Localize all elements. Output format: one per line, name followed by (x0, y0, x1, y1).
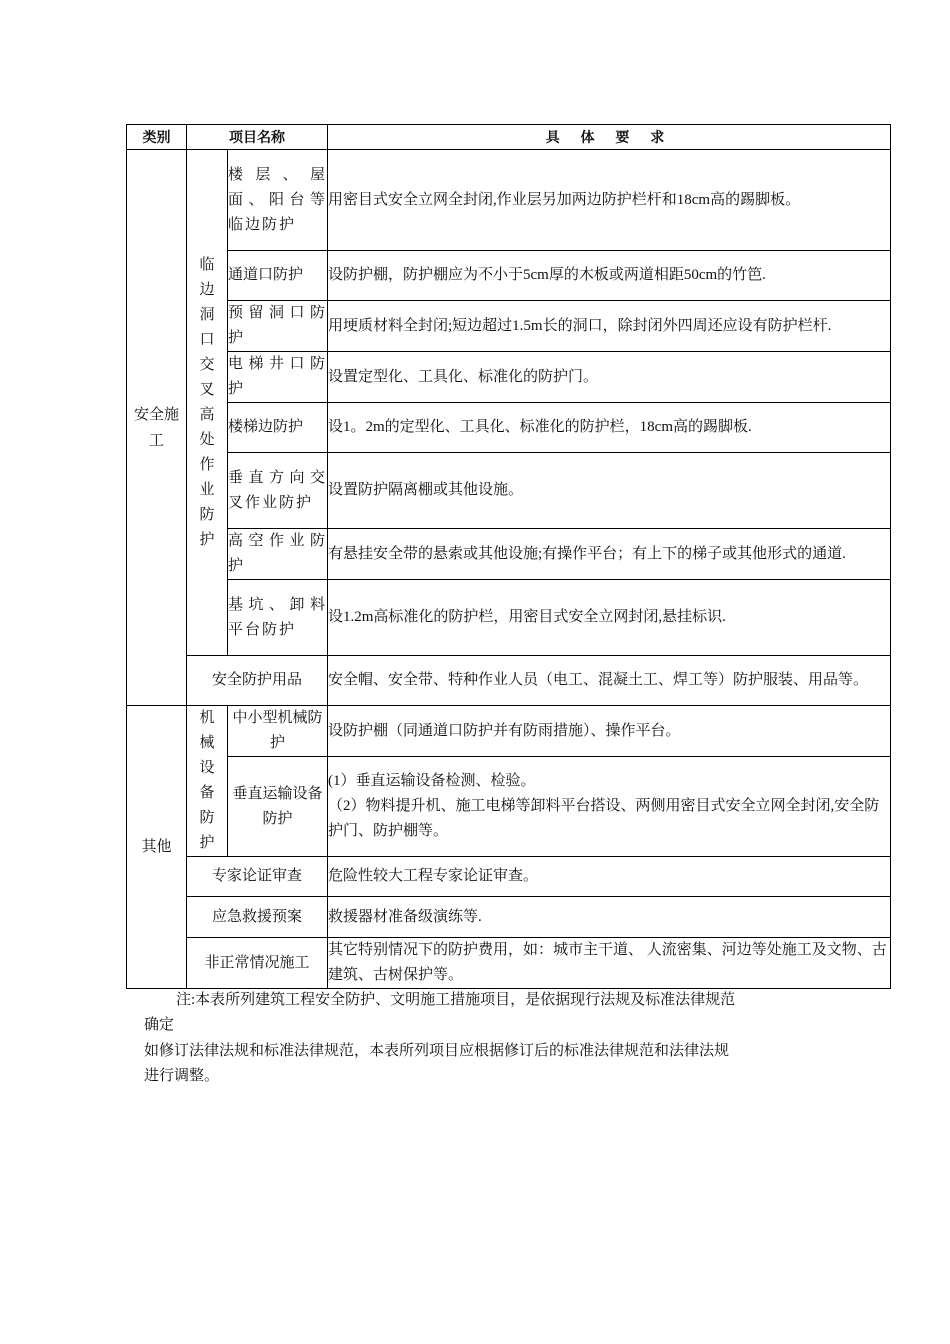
requirement-text: 设防护棚（同通道口防护并有防雨措施）、操作平台。 (328, 706, 891, 757)
table-row (127, 453, 891, 529)
header-requirement: 具 体 要 求 (328, 125, 891, 150)
item-name: 高空作业防护 (228, 529, 328, 580)
requirement-text: 其它特别情况下的防护费用，如：城市主干道、 人流密集、河边等处施工及文物、古建筑、古树保护等。 (328, 938, 891, 989)
table-row (127, 706, 891, 757)
requirement-text: 设防护棚，防护棚应为不小于5cm厚的木板或两道相距50cm的竹笆. (328, 251, 891, 301)
requirement-text: 用埂质材料全封闭;短边超过1.5m长的洞口，除封闭外四周还应设有防护栏杆. (328, 301, 891, 352)
requirement-text: 设置防护隔离棚或其他设施。 (328, 453, 891, 529)
table-row (127, 656, 891, 706)
item-name: 楼层、屋面、阳台等临边防护 (228, 150, 328, 251)
table-row (127, 938, 891, 989)
requirement-text: 设1。2m的定型化、工具化、标准化的防护栏，18cm高的踢脚板. (328, 403, 891, 453)
subgroup-edge-protection-label: 临边洞口交叉高处作业防护 (199, 256, 215, 548)
category-safety: 安全施工 (127, 150, 187, 706)
requirement-text (328, 757, 891, 857)
item-name: 应急救援预案 (187, 897, 328, 938)
table-row (127, 857, 891, 897)
requirement-text: 设1.2m高标准化的防护栏，用密目式安全立网封闭,悬挂标识. (328, 580, 891, 656)
table-row (127, 251, 891, 301)
note-line: 进行调整。 (144, 1068, 220, 1084)
table-row (127, 403, 891, 453)
header-category: 类别 (127, 125, 187, 150)
subgroup-edge-protection (187, 150, 228, 656)
requirement-text: 用密目式安全立网全封闭,作业层另加两边防护栏杆和18cm高的踢脚板。 (328, 150, 891, 251)
note-line: 注:本表所列建筑工程安全防护、文明施工措施项目，是依据现行法规及标准法律规范 (176, 992, 736, 1008)
item-name: 电梯井口防护 (228, 352, 328, 403)
requirement-text: 设置定型化、工具化、标准化的防护门。 (328, 352, 891, 403)
item-name: 基坑、卸料平台防护 (228, 580, 328, 656)
requirement-line: （2）物料提升机、施工电梯等卸料平台搭设、两侧用密目式安全立网全封闭,安全防护门、防护棚等。 (328, 798, 880, 840)
item-name: 专家论证审查 (187, 857, 328, 897)
table-row (127, 757, 891, 857)
requirement-text: 有悬挂安全带的悬索或其他设施;有操作平台；有上下的梯子或其他形式的通道. (328, 529, 891, 580)
item-name: 垂直运输设备防护 (228, 757, 328, 857)
requirement-text: 安全帽、安全带、特种作业人员（电工、混凝土工、焊工等）防护服装、用品等。 (328, 656, 891, 706)
item-name: 安全防护用品 (187, 656, 328, 706)
requirement-line: (1）垂直运输设备检测、检验。 (328, 773, 536, 790)
table-row (127, 529, 891, 580)
table-row (127, 150, 891, 251)
requirement-text: 救援器材准备级演练等. (328, 897, 891, 938)
item-name: 垂直方向交叉作业防护 (228, 453, 328, 529)
note-line: 如修订法律法规和标准法律规范，本表所列项目应根据修订后的标准法律规范和法律法规 (144, 1043, 730, 1059)
category-other: 其他 (127, 706, 187, 989)
item-name: 预留洞口防护 (228, 301, 328, 352)
subgroup-machine-protection (187, 706, 228, 857)
table-header-row (127, 125, 891, 150)
item-name: 通道口防护 (228, 251, 328, 301)
item-name: 中小型机械防护 (228, 706, 328, 757)
table-row (127, 352, 891, 403)
table-row (127, 580, 891, 656)
table-row (127, 301, 891, 352)
table-row (127, 897, 891, 938)
item-name: 非正常情况施工 (187, 938, 328, 989)
item-name: 楼梯边防护 (228, 403, 328, 453)
safety-measures-table (126, 124, 891, 989)
note-line: 确定 (144, 1017, 175, 1033)
requirement-text: 危险性较大工程专家论证审查。 (328, 857, 891, 897)
subgroup-machine-protection-label: 机械设备防护 (199, 710, 215, 851)
header-item-name: 项目名称 (187, 125, 328, 150)
